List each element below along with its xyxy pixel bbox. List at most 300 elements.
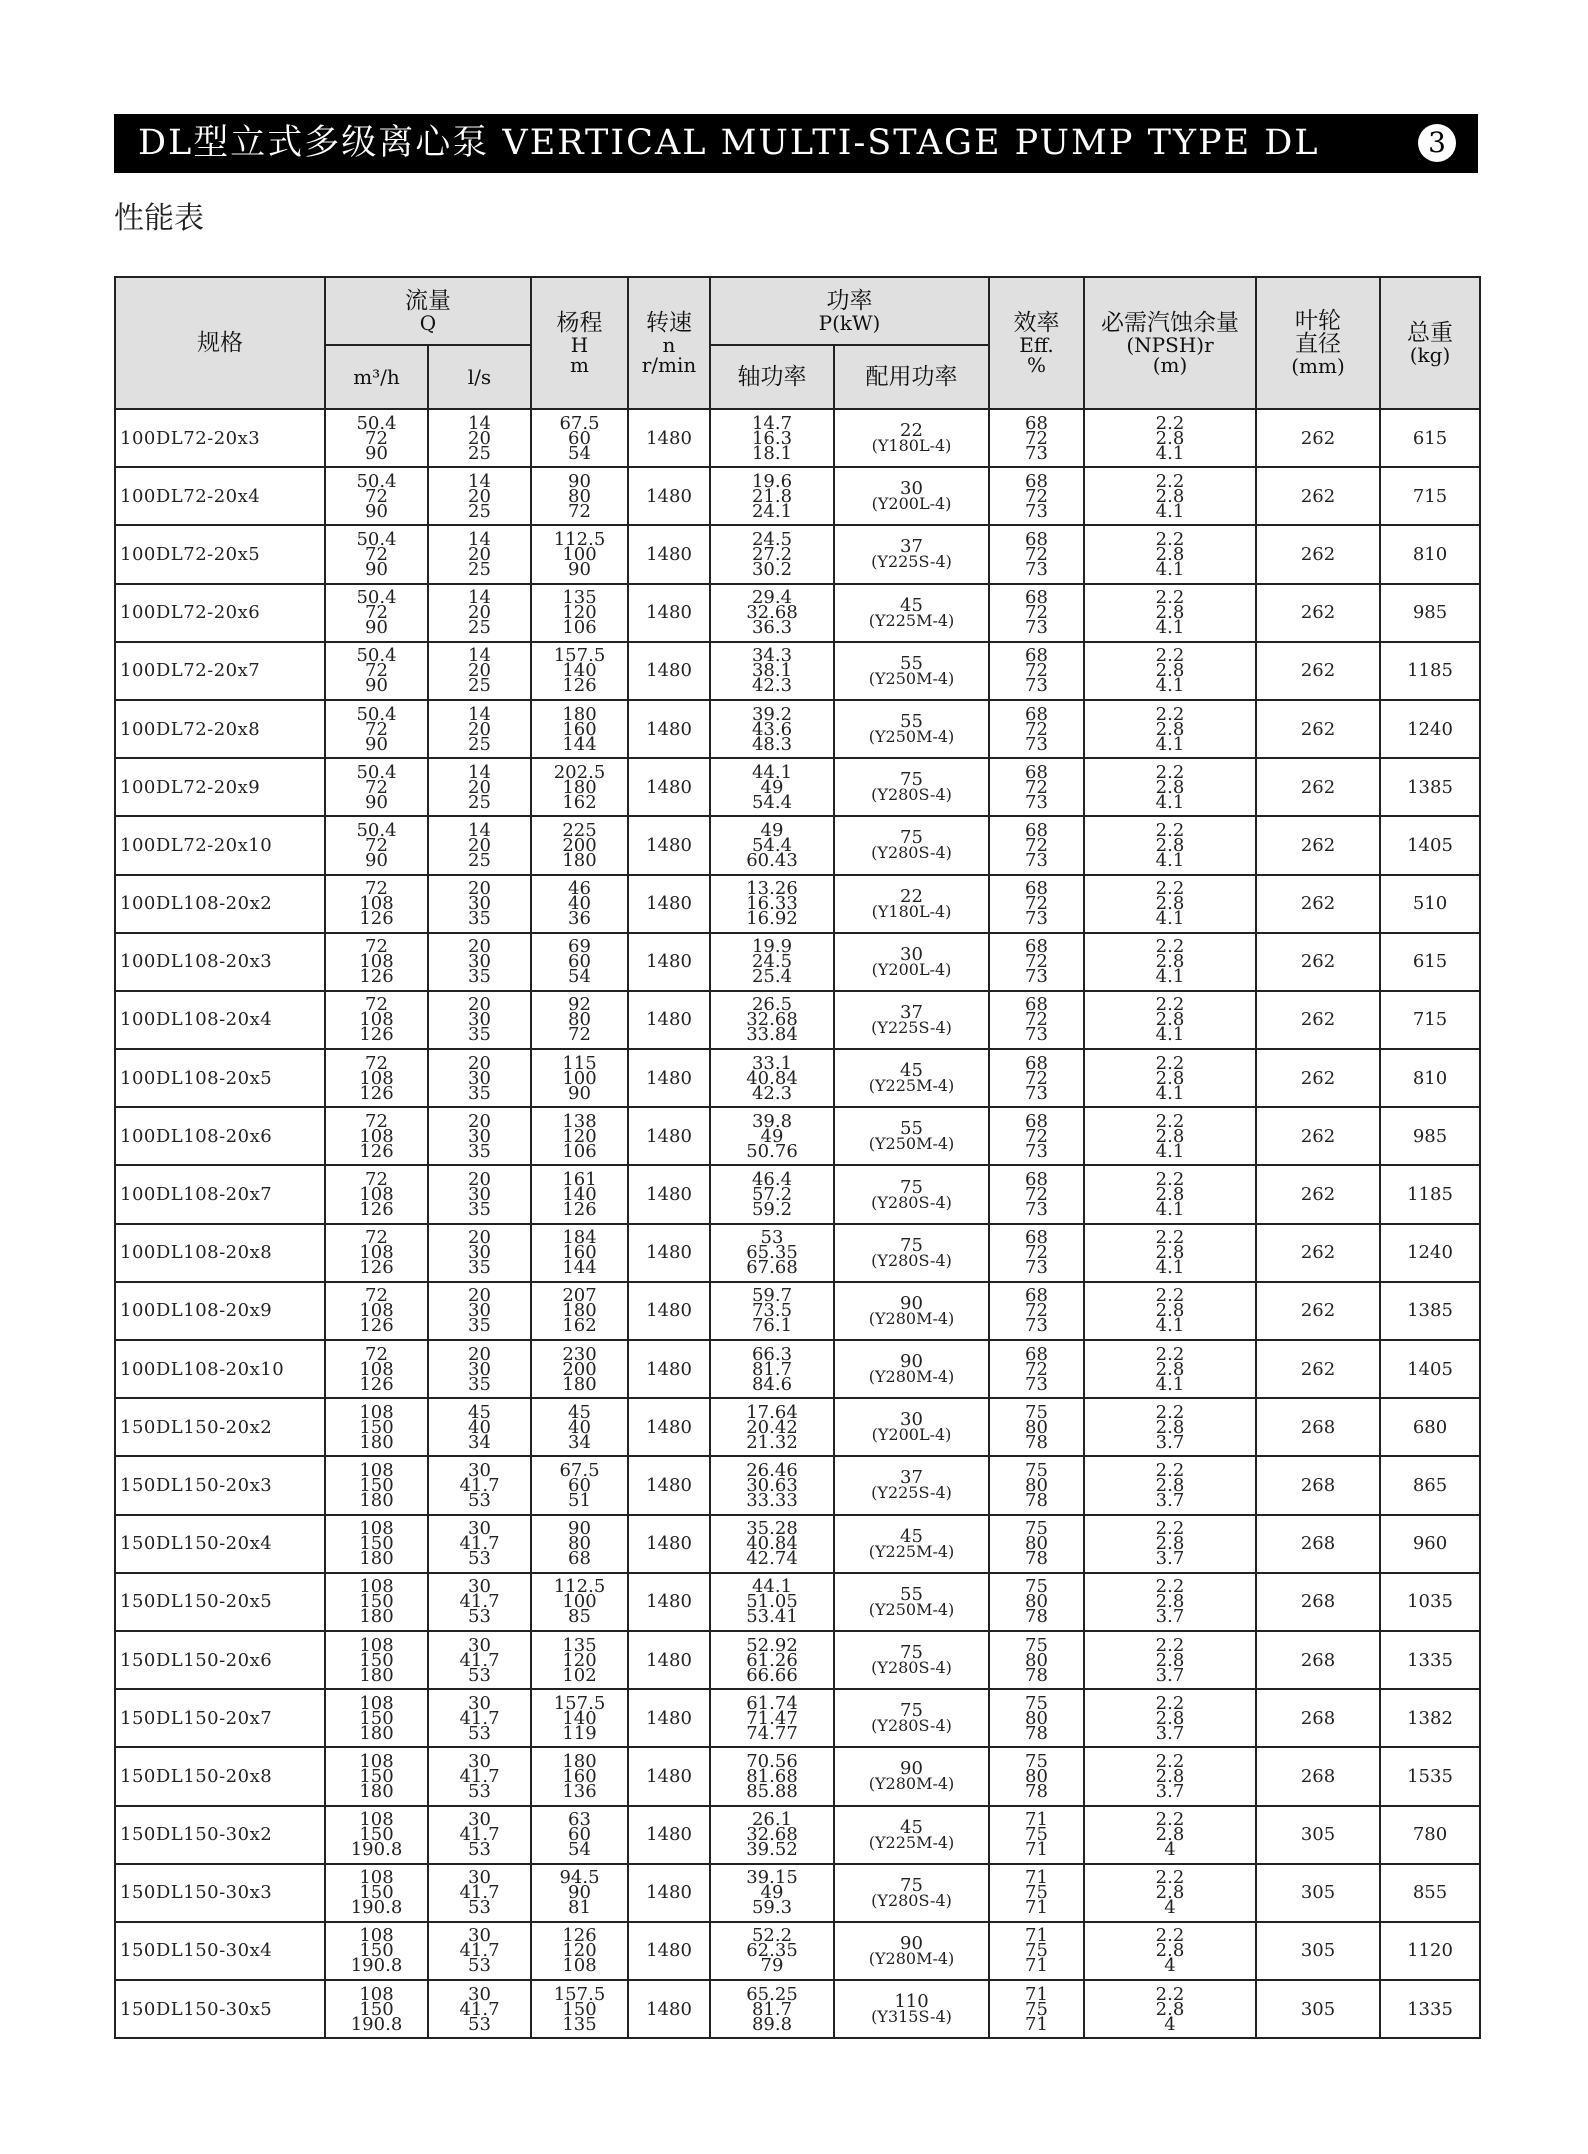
cell-flow-m3h — [325, 1515, 428, 1573]
cell-value: 60.43 — [746, 849, 798, 871]
cell-flow-ls — [428, 1515, 531, 1573]
cell-value: 180 — [359, 1664, 394, 1686]
cell-value: 18.1 — [751, 442, 793, 464]
cell-flow-m3h — [325, 991, 428, 1049]
cell-value: 30 — [468, 1983, 491, 2005]
cell-flow-m3h — [325, 409, 428, 467]
impeller-text: 268 — [1300, 1765, 1336, 1787]
motor-kw: 90 — [900, 1932, 923, 1954]
cell-value: 180 — [562, 1373, 597, 1395]
cell-model — [115, 1340, 325, 1398]
cell-value: 81.7 — [751, 1358, 793, 1380]
cell-value: 72 — [1025, 951, 1048, 973]
cell-value: 53 — [468, 1897, 491, 1919]
cell-value: 102 — [562, 1664, 597, 1686]
cell-value: 41.7 — [459, 1591, 500, 1613]
cell-value: 20 — [468, 1169, 491, 1191]
cell-value: 39.52 — [746, 1839, 798, 1861]
cell-value: 2.2 — [1155, 1634, 1185, 1656]
cell-value: 45 — [468, 1401, 491, 1423]
cell-motor-power — [834, 1806, 989, 1864]
cell-weight — [1380, 1631, 1480, 1689]
cell-value: 60 — [568, 1824, 591, 1846]
cell-value: 90 — [365, 733, 388, 755]
cell-shaft-power — [710, 409, 834, 467]
model-text: 100DL108-20x7 — [120, 1184, 273, 1206]
cell-speed — [628, 409, 710, 467]
cell-head — [531, 1282, 628, 1340]
cell-value: 80 — [1025, 1533, 1048, 1555]
cell-value: 108 — [359, 1576, 394, 1598]
cell-weight — [1380, 700, 1480, 758]
cell-value: 60 — [568, 1474, 591, 1496]
cell-shaft-power — [710, 1456, 834, 1514]
cell-value: 35 — [468, 1257, 491, 1279]
motor-type: (Y200L-4) — [871, 494, 952, 514]
cell-value: 53 — [468, 1606, 491, 1628]
cell-value: 2.2 — [1155, 1983, 1185, 2005]
cell-value: 73 — [1025, 849, 1048, 871]
motor-type: (Y315S-4) — [871, 2007, 952, 2027]
cell-value: 72 — [365, 878, 388, 900]
cell-value: 78 — [1025, 1780, 1048, 1802]
cell-weight — [1380, 1165, 1480, 1223]
motor-type: (Y180L-4) — [871, 436, 952, 456]
cell-value: 68 — [1025, 412, 1048, 434]
cell-value: 14 — [468, 761, 491, 783]
weight-text: 1405 — [1407, 1358, 1453, 1380]
cell-value: 2.8 — [1155, 1300, 1185, 1322]
cell-npsh — [1084, 1747, 1256, 1805]
cell-value: 2.2 — [1155, 1692, 1185, 1714]
motor-type: (Y280M-4) — [868, 1774, 955, 1794]
cell-value: 14 — [468, 470, 491, 492]
cell-value: 61.74 — [746, 1692, 798, 1714]
motor-kw: 55 — [900, 711, 923, 733]
cell-value: 72 — [1025, 776, 1048, 798]
model-text: 100DL72-20x10 — [120, 834, 273, 856]
motor-type: (Y280M-4) — [868, 1308, 955, 1328]
cell-value: 80 — [568, 1533, 591, 1555]
cell-speed — [628, 1165, 710, 1223]
cell-value: 20 — [468, 427, 491, 449]
cell-value: 72 — [1025, 718, 1048, 740]
cell-flow-m3h — [325, 1689, 428, 1747]
cell-value: 2.8 — [1155, 1416, 1185, 1438]
model-text: 150DL150-30x4 — [120, 1940, 273, 1962]
cell-value: 65.35 — [746, 1242, 798, 1264]
cell-value: 40 — [568, 893, 591, 915]
cell-value: 2.8 — [1155, 1649, 1185, 1671]
cell-value: 72 — [365, 485, 388, 507]
speed-text: 1480 — [646, 1824, 692, 1846]
speed-text: 1480 — [646, 1300, 692, 1322]
cell-value: 53 — [468, 1839, 491, 1861]
cell-value: 54.4 — [751, 791, 793, 813]
speed-text: 1480 — [646, 1533, 692, 1555]
cell-value: 108 — [359, 951, 394, 973]
cell-impeller — [1256, 1631, 1380, 1689]
cell-motor-power — [834, 584, 989, 642]
cell-value: 35 — [468, 966, 491, 988]
impeller-text: 262 — [1300, 776, 1336, 798]
cell-value: 2.8 — [1155, 1533, 1185, 1555]
cell-value: 72 — [1025, 1358, 1048, 1380]
cell-value: 4.1 — [1155, 1140, 1185, 1162]
cell-value: 157.5 — [553, 1983, 606, 2005]
cell-value: 40 — [468, 1416, 491, 1438]
cell-value: 69 — [568, 936, 591, 958]
cell-shaft-power — [710, 875, 834, 933]
cell-value: 90 — [568, 470, 591, 492]
cell-value: 90 — [568, 1518, 591, 1540]
motor-type: (Y200L-4) — [871, 1425, 952, 1445]
cell-value: 44.1 — [751, 1576, 793, 1598]
cell-motor-power — [834, 1398, 989, 1456]
cell-model — [115, 933, 325, 991]
cell-value: 78 — [1025, 1489, 1048, 1511]
cell-shaft-power — [710, 1631, 834, 1689]
cell-flow-ls — [428, 1922, 531, 1980]
weight-text: 780 — [1412, 1824, 1448, 1846]
cell-value: 41.7 — [459, 1707, 500, 1729]
cell-weight — [1380, 1049, 1480, 1107]
cell-motor-power — [834, 816, 989, 874]
cell-value: 20 — [468, 543, 491, 565]
cell-value: 2.2 — [1155, 1809, 1185, 1831]
model-text: 100DL72-20x8 — [120, 718, 261, 740]
cell-value: 150 — [359, 1474, 394, 1496]
cell-value: 108 — [359, 1401, 394, 1423]
cell-efficiency — [989, 1456, 1084, 1514]
cell-model — [115, 991, 325, 1049]
cell-weight — [1380, 1747, 1480, 1805]
motor-kw: 37 — [900, 1001, 923, 1023]
motor-kw: 110 — [894, 1991, 929, 2013]
cell-value: 14 — [468, 528, 491, 550]
cell-weight — [1380, 1980, 1480, 2038]
cell-value: 3.7 — [1155, 1606, 1185, 1628]
cell-value: 106 — [562, 1140, 597, 1162]
cell-impeller — [1256, 1107, 1380, 1165]
cell-value: 52.2 — [751, 1925, 793, 1947]
cell-npsh — [1084, 1689, 1256, 1747]
cell-value: 29.4 — [751, 587, 793, 609]
cell-value: 4.1 — [1155, 908, 1185, 930]
impeller-text: 305 — [1300, 1998, 1336, 2020]
cell-speed — [628, 1980, 710, 2038]
cell-flow-ls — [428, 467, 531, 525]
speed-text: 1480 — [646, 1649, 692, 1671]
cell-shaft-power — [710, 1689, 834, 1747]
cell-value: 73 — [1025, 1373, 1048, 1395]
cell-value: 150 — [359, 1940, 394, 1962]
cell-value: 41.7 — [459, 1824, 500, 1846]
cell-value: 80 — [568, 1009, 591, 1031]
cell-value: 20 — [468, 878, 491, 900]
cell-value: 2.8 — [1155, 602, 1185, 624]
impeller-text: 262 — [1300, 543, 1336, 565]
cell-value: 2.8 — [1155, 1765, 1185, 1787]
cell-value: 150 — [359, 1591, 394, 1613]
cell-efficiency — [989, 409, 1084, 467]
cell-flow-m3h — [325, 1282, 428, 1340]
cell-value: 2.2 — [1155, 1401, 1185, 1423]
cell-value: 90 — [365, 558, 388, 580]
cell-value: 49 — [760, 819, 784, 841]
cell-shaft-power — [710, 1165, 834, 1223]
cell-value: 108 — [359, 1518, 394, 1540]
cell-value: 73 — [1025, 617, 1048, 639]
motor-kw: 90 — [900, 1292, 923, 1314]
cell-value: 68 — [1025, 528, 1048, 550]
cell-value: 68 — [1025, 1227, 1048, 1249]
cell-npsh — [1084, 1864, 1256, 1922]
cell-head — [531, 1980, 628, 2038]
cell-value: 2.8 — [1155, 893, 1185, 915]
cell-efficiency — [989, 1107, 1084, 1165]
table-row — [115, 816, 1480, 874]
cell-model — [115, 1224, 325, 1282]
cell-value: 108 — [359, 1634, 394, 1656]
cell-value: 21.32 — [746, 1431, 798, 1453]
table-row — [115, 1165, 1480, 1223]
cell-value: 73 — [1025, 1257, 1048, 1279]
cell-value: 75 — [1025, 1692, 1048, 1714]
model-text: 100DL108-20x10 — [120, 1358, 285, 1380]
cell-value: 50.4 — [356, 761, 397, 783]
weight-text: 615 — [1412, 951, 1448, 973]
header-motor-power: 配用功率 — [834, 345, 989, 409]
cell-value: 42.3 — [751, 1082, 793, 1104]
cell-flow-m3h — [325, 1573, 428, 1631]
table-row — [115, 1340, 1480, 1398]
cell-head — [531, 1107, 628, 1165]
cell-value: 54 — [568, 442, 591, 464]
cell-value: 2.8 — [1155, 543, 1185, 565]
speed-text: 1480 — [646, 1009, 692, 1031]
cell-value: 115 — [562, 1052, 597, 1074]
cell-shaft-power — [710, 816, 834, 874]
cell-value: 24.5 — [751, 528, 793, 550]
cell-value: 24.1 — [751, 500, 793, 522]
cell-model — [115, 525, 325, 583]
cell-value: 50.4 — [356, 470, 397, 492]
motor-kw: 90 — [900, 1758, 923, 1780]
model-text: 100DL108-20x3 — [120, 951, 273, 973]
cell-value: 2.2 — [1155, 1169, 1185, 1191]
cell-npsh — [1084, 816, 1256, 874]
cell-value: 135 — [562, 587, 597, 609]
motor-type: (Y250M-4) — [868, 668, 955, 688]
cell-value: 70.56 — [746, 1750, 798, 1772]
cell-impeller — [1256, 1922, 1380, 1980]
cell-value: 72 — [365, 834, 388, 856]
impeller-text: 262 — [1300, 485, 1336, 507]
cell-value: 65.25 — [746, 1983, 798, 2005]
cell-model — [115, 816, 325, 874]
cell-value: 106 — [562, 617, 597, 639]
cell-value: 190.8 — [350, 1897, 403, 1919]
cell-value: 73 — [1025, 1199, 1048, 1221]
motor-type: (Y280S-4) — [871, 843, 952, 863]
motor-kw: 55 — [900, 652, 923, 674]
cell-flow-m3h — [325, 933, 428, 991]
cell-head — [531, 700, 628, 758]
cell-value: 90 — [365, 849, 388, 871]
cell-head — [531, 1398, 628, 1456]
model-text: 100DL108-20x9 — [120, 1300, 273, 1322]
model-text: 100DL108-20x5 — [120, 1067, 273, 1089]
motor-type: (Y225M-4) — [868, 1832, 955, 1852]
cell-value: 68 — [1025, 1052, 1048, 1074]
cell-value: 74.77 — [746, 1722, 798, 1744]
cell-head — [531, 1747, 628, 1805]
cell-value: 72 — [568, 1024, 591, 1046]
cell-model — [115, 758, 325, 816]
impeller-text: 262 — [1300, 893, 1336, 915]
cell-value: 68 — [1025, 470, 1048, 492]
header-weight: 总重 (kg) — [1380, 277, 1480, 409]
cell-flow-m3h — [325, 1806, 428, 1864]
cell-value: 2.2 — [1155, 936, 1185, 958]
cell-head — [531, 1456, 628, 1514]
cell-weight — [1380, 1224, 1480, 1282]
cell-efficiency — [989, 875, 1084, 933]
cell-flow-m3h — [325, 467, 428, 525]
cell-value: 126 — [359, 1140, 394, 1162]
motor-type: (Y250M-4) — [868, 1134, 955, 1154]
cell-value: 75 — [1025, 1750, 1048, 1772]
cell-value: 119 — [562, 1722, 597, 1744]
cell-value: 73.5 — [751, 1300, 793, 1322]
impeller-text: 262 — [1300, 951, 1336, 973]
impeller-text: 262 — [1300, 1242, 1336, 1264]
cell-value: 72 — [365, 1110, 388, 1132]
cell-value: 53 — [760, 1227, 784, 1249]
cell-efficiency — [989, 1049, 1084, 1107]
cell-value: 2.2 — [1155, 1110, 1185, 1132]
cell-value: 100 — [562, 1591, 597, 1613]
cell-value: 108 — [359, 1692, 394, 1714]
cell-value: 42.74 — [746, 1548, 798, 1570]
motor-kw: 75 — [900, 827, 923, 849]
cell-value: 126 — [562, 1199, 597, 1221]
cell-npsh — [1084, 1224, 1256, 1282]
cell-value: 85 — [568, 1606, 591, 1628]
cell-impeller — [1256, 642, 1380, 700]
cell-value: 126 — [359, 966, 394, 988]
header-flow: 流量 Q — [325, 277, 531, 345]
cell-value: 75 — [1025, 1401, 1048, 1423]
cell-efficiency — [989, 933, 1084, 991]
motor-kw: 30 — [900, 1409, 923, 1431]
cell-value: 160 — [562, 718, 597, 740]
cell-shaft-power — [710, 1980, 834, 2038]
cell-head — [531, 1573, 628, 1631]
header-flow-ls: l/s — [428, 345, 531, 409]
cell-value: 108 — [359, 1459, 394, 1481]
cell-value: 2.8 — [1155, 1940, 1185, 1962]
cell-value: 72 — [1025, 1242, 1048, 1264]
cell-value: 40.84 — [746, 1533, 798, 1555]
cell-value: 2.8 — [1155, 951, 1185, 973]
cell-flow-m3h — [325, 525, 428, 583]
cell-value: 81.68 — [746, 1765, 798, 1787]
cell-value: 71 — [1025, 1897, 1048, 1919]
cell-speed — [628, 525, 710, 583]
motor-kw: 75 — [900, 1234, 923, 1256]
cell-value: 100 — [562, 543, 597, 565]
impeller-text: 262 — [1300, 1067, 1336, 1089]
cell-flow-m3h — [325, 875, 428, 933]
motor-kw: 55 — [900, 1118, 923, 1140]
model-text: 150DL150-20x6 — [120, 1649, 273, 1671]
cell-impeller — [1256, 1747, 1380, 1805]
cell-value: 180 — [359, 1548, 394, 1570]
weight-text: 680 — [1412, 1416, 1448, 1438]
cell-value: 30 — [468, 1692, 491, 1714]
cell-value: 33.84 — [746, 1024, 798, 1046]
cell-motor-power — [834, 1747, 989, 1805]
cell-impeller — [1256, 1864, 1380, 1922]
cell-value: 39.15 — [746, 1867, 798, 1889]
cell-value: 80 — [1025, 1707, 1048, 1729]
cell-value: 72 — [365, 1052, 388, 1074]
cell-value: 20 — [468, 1227, 491, 1249]
cell-value: 16.3 — [751, 427, 793, 449]
cell-head — [531, 409, 628, 467]
cell-value: 126 — [562, 675, 597, 697]
cell-flow-m3h — [325, 1049, 428, 1107]
cell-value: 72 — [1025, 1009, 1048, 1031]
speed-text: 1480 — [646, 1358, 692, 1380]
model-text: 150DL150-20x5 — [120, 1591, 273, 1613]
cell-model — [115, 1107, 325, 1165]
cell-value: 72 — [568, 500, 591, 522]
impeller-text: 268 — [1300, 1416, 1336, 1438]
cell-value: 135 — [562, 1634, 597, 1656]
cell-weight — [1380, 1515, 1480, 1573]
motor-type: (Y200L-4) — [871, 959, 952, 979]
cell-value: 2.8 — [1155, 718, 1185, 740]
cell-npsh — [1084, 467, 1256, 525]
cell-value: 180 — [359, 1489, 394, 1511]
cell-value: 25 — [468, 849, 491, 871]
cell-value: 230 — [562, 1343, 597, 1365]
cell-value: 26.46 — [746, 1459, 798, 1481]
cell-value: 180 — [359, 1780, 394, 1802]
cell-weight — [1380, 1806, 1480, 1864]
cell-value: 4.1 — [1155, 442, 1185, 464]
cell-weight — [1380, 875, 1480, 933]
cell-shaft-power — [710, 1340, 834, 1398]
cell-model — [115, 584, 325, 642]
cell-flow-ls — [428, 991, 531, 1049]
cell-value: 4 — [1164, 2013, 1176, 2035]
cell-motor-power — [834, 1165, 989, 1223]
cell-npsh — [1084, 1980, 1256, 2038]
speed-text: 1480 — [646, 427, 692, 449]
cell-flow-ls — [428, 1573, 531, 1631]
cell-model — [115, 1980, 325, 2038]
cell-value: 72 — [365, 1227, 388, 1249]
cell-flow-m3h — [325, 1864, 428, 1922]
cell-value: 112.5 — [553, 1576, 606, 1598]
cell-value: 108 — [359, 1983, 394, 2005]
cell-value: 94.5 — [559, 1867, 600, 1889]
speed-text: 1480 — [646, 1707, 692, 1729]
